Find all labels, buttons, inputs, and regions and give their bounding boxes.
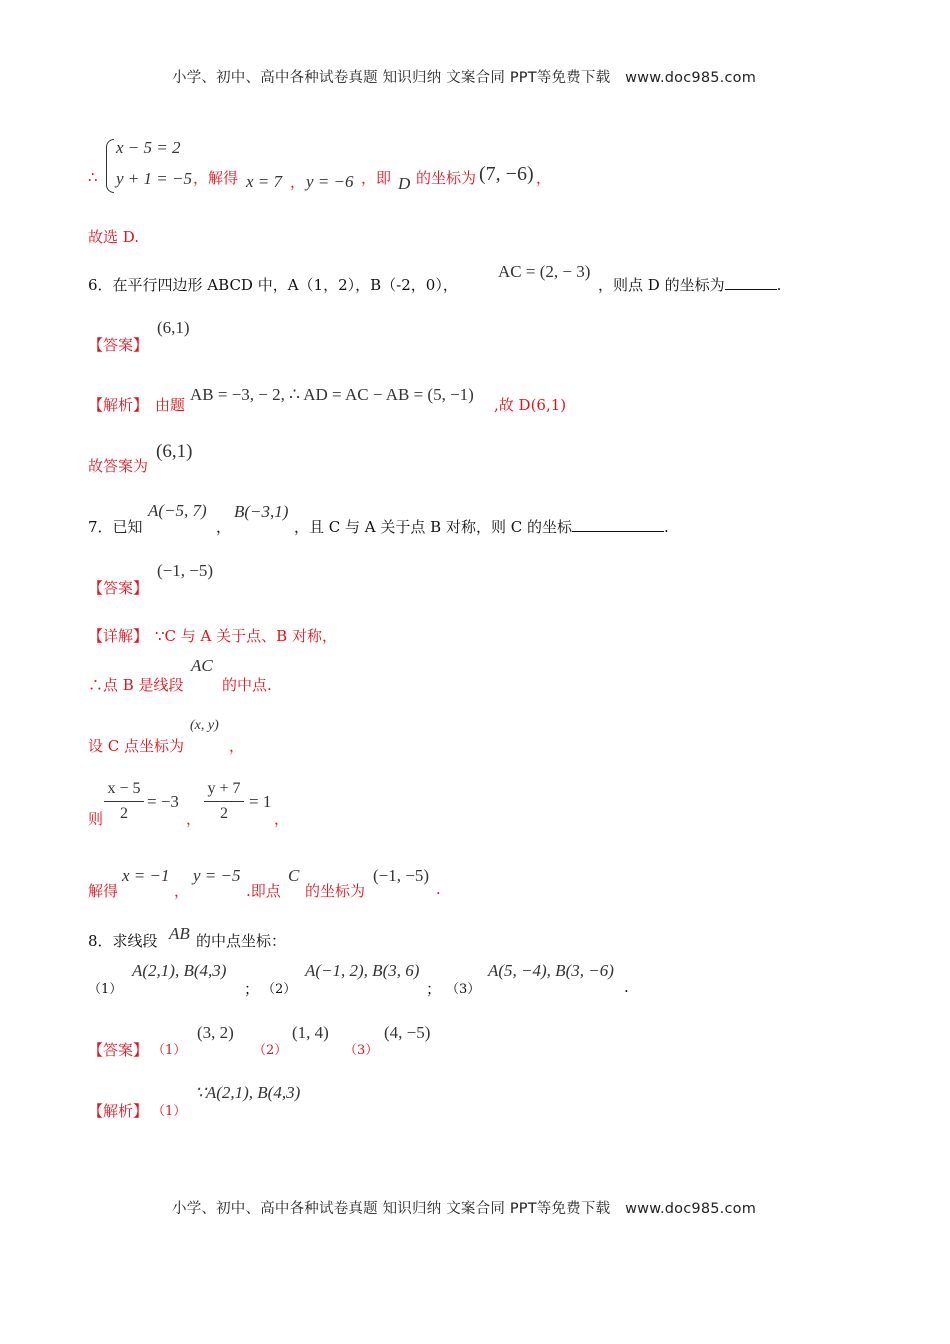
q7-fraction-1 (104, 780, 144, 823)
q6-vector: AC = (2, − 3) (498, 262, 591, 281)
q8-analysis1-label: （1） (152, 1104, 187, 1119)
q7-frac-comma2: ， (274, 810, 290, 828)
q6-stem-b (598, 274, 781, 295)
q7-point-b: B(−3,1) (234, 502, 289, 521)
q7-then: 则 (88, 810, 104, 828)
q7-x-value: x = −1 (122, 866, 170, 885)
q7-detail2-suffix: 的中点. (222, 676, 272, 694)
q7-fraction-2 (204, 780, 244, 823)
q8-segment: AB (169, 924, 190, 943)
q6-analysis-prefix: 由题 (155, 396, 186, 414)
q5-y-value: y = −6 (306, 172, 354, 191)
q5-coord-label: 的坐标为 (416, 169, 477, 187)
q7-stem-suffix (294, 516, 669, 537)
q8-analysis1: ∵A(2,1), B(4,3) (195, 1083, 301, 1102)
q8-part3-end: . (624, 978, 629, 996)
q7-frac1-rhs: = −3 (147, 792, 179, 811)
q8-part1: A(2,1), B(4,3) (132, 961, 227, 980)
q6-analysis-suffix: ,故 D(6,1) (494, 396, 567, 414)
q5-coord: (7, −6) (479, 163, 534, 185)
q7-frac2-den: 2 (220, 805, 228, 822)
q7-answer: (−1, −5) (157, 561, 213, 580)
q7-frac2-bar (204, 801, 244, 802)
header-text: 小学、初中、高中各种试卷真题 知识归纳 文案合同 PPT等免费下载 (172, 70, 611, 86)
q7-sep2: ， (174, 882, 190, 900)
q7-frac2-rhs: = 1 (249, 792, 272, 811)
q7-point-a: A(−5, 7) (148, 501, 207, 520)
q8-stem-suffix: 的中点坐标： (196, 932, 287, 950)
q7-sep: ， (216, 518, 232, 536)
q7-period: . (436, 880, 441, 898)
q5-therefore: ∴ (88, 168, 98, 186)
q8-answer-label: 【答案】 (88, 1041, 149, 1059)
q5-choice: 故选 D. (88, 228, 140, 246)
q7-detail-label: 【详解】 (88, 627, 149, 645)
q6-blank-end: . (776, 276, 782, 294)
q6-conclusion-text: 故答案为 (88, 457, 149, 475)
q8-answer2-label: （2） (253, 1043, 288, 1058)
q5-end: ， (536, 169, 552, 187)
q8-answer3: (4, −5) (384, 1023, 431, 1042)
q6-conclusion-value: (6,1) (156, 441, 193, 462)
q7-detail3-prefix: 设 C 点坐标为 (88, 737, 185, 755)
q8-answer1: (3, 2) (197, 1023, 234, 1042)
footer-text: 小学、初中、高中各种试卷真题 知识归纳 文案合同 PPT等免费下载 (172, 1201, 611, 1217)
q6-analysis-math: AB = −3, − 2, ∴ AD = AC − AB = (5, −1) (190, 385, 474, 404)
q8-part2-label: （2） (262, 982, 297, 997)
page-footer (172, 1197, 756, 1218)
q5-solve-label: ，解得 (193, 169, 239, 187)
q6-stem-b-text: ，则点 D 的坐标为 (598, 276, 725, 294)
q7-frac-comma: ， (186, 810, 202, 828)
q7-detail2-segment: AC (191, 656, 213, 675)
q7-answer-label: 【答案】 (88, 579, 149, 597)
q7-frac1-num: x − 5 (107, 780, 141, 797)
q8-answer1-label: （1） (152, 1043, 187, 1058)
q6-answer: (6,1) (157, 318, 190, 337)
q8-answer3-label: （3） (344, 1043, 379, 1058)
footer-url[interactable]: www.doc985.com (625, 1201, 757, 1217)
page-header (172, 66, 756, 87)
q7-frac2-num: y + 7 (207, 780, 241, 797)
q5-comma: ， (290, 173, 306, 191)
q8-semi1: ； (244, 980, 260, 998)
header-url[interactable]: www.doc985.com (625, 70, 757, 86)
q7-coord: (−1, −5) (373, 866, 429, 885)
q7-y-value: y = −5 (193, 866, 241, 885)
q5-ji: ，即 (361, 169, 392, 187)
q8-stem-prefix: 8．求线段 (88, 932, 158, 950)
q8-part3: A(5, −4), B(3, −6) (488, 961, 614, 980)
q8-part3-label: （3） (446, 982, 481, 997)
q8-part1-label: （1） (88, 982, 123, 997)
q7-stem-end: . (663, 518, 669, 536)
q7-stem-prefix: 7．已知 (88, 518, 143, 536)
q7-point-label: .即点 (246, 882, 281, 900)
q5-eq2: y + 1 = −5 (116, 169, 192, 188)
q7-blank[interactable] (572, 531, 664, 532)
q7-coord-label: 的坐标为 (305, 882, 366, 900)
q6-analysis-label: 【解析】 (88, 396, 149, 414)
q7-point: C (288, 866, 300, 885)
q6-blank[interactable] (725, 289, 777, 290)
q6-answer-label: 【答案】 (88, 336, 149, 354)
q7-solve-label: 解得 (88, 882, 119, 900)
q7-detail2-prefix: ∴点 B 是线段 (88, 676, 184, 694)
q6-stem-a: 6．在平行四边形 ABCD 中，A（1，2），B（-2，0）， (88, 276, 458, 294)
q7-detail3-suffix: ， (229, 737, 245, 755)
q5-eq1: x − 5 = 2 (116, 138, 181, 157)
equation-brace (106, 139, 114, 193)
q7-frac1-den: 2 (120, 805, 128, 822)
q8-analysis-label: 【解析】 (88, 1102, 149, 1120)
q8-semi2: ； (426, 980, 442, 998)
q7-detail1: ∵C 与 A 关于点、B 对称， (155, 627, 337, 645)
q7-frac1-bar (104, 801, 144, 802)
q8-answer2: (1, 4) (292, 1023, 329, 1042)
q7-stem-suffix-text: ，且 C 与 A 关于点 B 对称，则 C 的坐标 (294, 518, 572, 536)
q5-x-value: x = 7 (246, 172, 283, 191)
q5-point: D (398, 174, 411, 193)
q8-part2: A(−1, 2), B(3, 6) (305, 961, 420, 980)
q7-detail3-var: (x, y) (190, 718, 219, 733)
